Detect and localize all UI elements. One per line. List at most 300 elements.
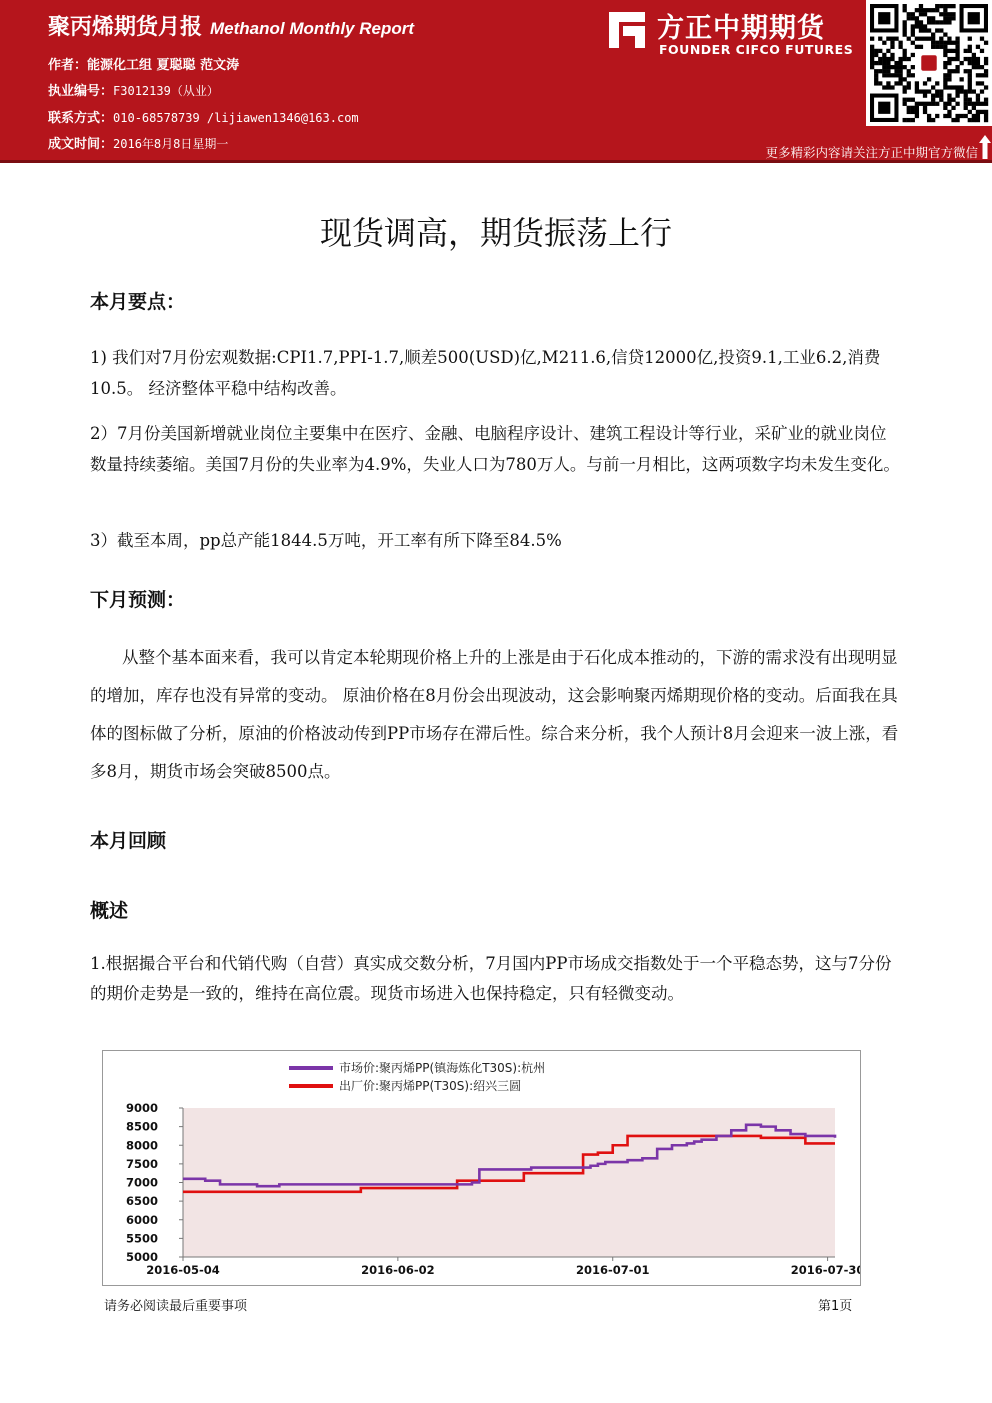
qr-module — [951, 106, 955, 110]
qr-module — [972, 65, 976, 69]
qr-module — [935, 28, 939, 32]
qr-module — [960, 114, 964, 118]
qr-module — [964, 94, 968, 98]
qr-module — [951, 4, 955, 8]
qr-module — [919, 20, 923, 24]
qr-module — [874, 73, 878, 77]
qr-module — [903, 24, 907, 28]
qr-module — [894, 37, 898, 41]
qr-module — [984, 118, 988, 122]
highlight-point-1: 1) 我们对7月份宏观数据:CPI1.7,PPI-1.7,顺差500(USD)亿,M211.6,信贷12000亿,投资9.1,工业6.2,消费10.5。 经济整体平稳中结构改善。 — [90, 348, 881, 398]
qr-module — [907, 73, 911, 77]
license-label: 执业编号： — [48, 84, 114, 99]
qr-module — [955, 114, 959, 118]
qr-module — [931, 85, 935, 89]
qr-module — [955, 37, 959, 41]
qr-module — [907, 57, 911, 61]
qr-module — [923, 12, 927, 16]
qr-module — [960, 85, 964, 89]
qr-module — [890, 41, 894, 45]
qr-module — [882, 57, 886, 61]
qr-module — [870, 53, 874, 57]
y-tick-label: 7500 — [125, 1156, 158, 1171]
author-label: 作者： — [48, 58, 88, 73]
price-chart — [102, 1050, 861, 1286]
footer-page-number: 第1页 — [818, 1299, 853, 1314]
qr-module — [911, 28, 915, 32]
qr-module — [911, 16, 915, 20]
qr-module — [907, 85, 911, 89]
y-tick-label: 7000 — [125, 1175, 158, 1190]
qr-module — [927, 102, 931, 106]
qr-module — [911, 118, 915, 122]
y-tick-label: 8000 — [125, 1138, 158, 1153]
qr-module — [915, 45, 919, 49]
qr-module — [903, 32, 907, 36]
overview-heading: 概述 — [90, 900, 129, 922]
qr-module — [964, 89, 968, 93]
qr-module — [915, 37, 919, 41]
qr-module — [943, 4, 947, 8]
qr-module — [911, 32, 915, 36]
qr-module — [972, 57, 976, 61]
qr-module — [951, 41, 955, 45]
footer-disclaimer: 请务必阅读最后重要事项 — [104, 1299, 248, 1314]
qr-module — [968, 118, 972, 122]
qr-module — [915, 106, 919, 110]
qr-module — [935, 114, 939, 118]
qr-module — [960, 61, 964, 65]
qr-module — [911, 73, 915, 77]
qr-module — [968, 77, 972, 81]
qr-module — [984, 85, 988, 89]
qr-module — [911, 106, 915, 110]
qr-module — [951, 118, 955, 122]
qr-module — [915, 110, 919, 114]
qr-module — [882, 85, 886, 89]
qr-module — [955, 69, 959, 73]
qr-module — [903, 28, 907, 32]
qr-module — [972, 114, 976, 118]
qr-module — [976, 65, 980, 69]
qr-module — [955, 65, 959, 69]
qr-module — [870, 65, 874, 69]
qr-module — [955, 49, 959, 53]
qr-module — [964, 114, 968, 118]
qr-module — [886, 73, 890, 77]
qr-module — [976, 118, 980, 122]
qr-module — [943, 16, 947, 20]
qr-module — [943, 85, 947, 89]
legend-label: 市场价:聚丙烯PP(镇海炼化T30S):杭州 — [339, 1061, 546, 1075]
x-tick-label: 2016-06-02 — [361, 1263, 435, 1277]
qr-module — [898, 41, 902, 45]
qr-module — [980, 81, 984, 85]
qr-module — [976, 81, 980, 85]
qr-module — [951, 12, 955, 16]
header-divider — [0, 160, 992, 163]
qr-module — [943, 73, 947, 77]
qr-module — [935, 45, 939, 49]
qr-module — [915, 20, 919, 24]
qr-module — [882, 41, 886, 45]
qr-module — [935, 41, 939, 45]
contact-label: 联系方式： — [48, 111, 114, 126]
highlight-point-2: 2）7月份美国新增就业岗位主要集中在医疗、金融、电脑程序设计、建筑工程设计等行业，采矿业的就业岗位数量持续萎缩。美国7月份的失业率为4.9%，失业人口为780万人。与前一月相比，这两项数字均未发生变化。 — [90, 424, 900, 474]
license-line — [48, 80, 219, 99]
qr-module — [931, 16, 935, 20]
qr-module — [898, 81, 902, 85]
qr-module — [882, 69, 886, 73]
qr-module — [903, 49, 907, 53]
qr-module — [870, 37, 874, 41]
review-heading: 本月回顾 — [90, 830, 167, 852]
qr-module — [935, 89, 939, 93]
document-title: 现货调高，期货振荡上行 — [319, 214, 672, 252]
qr-module — [919, 28, 923, 32]
qr-module — [898, 73, 902, 77]
qr-module — [907, 110, 911, 114]
qr-module — [919, 12, 923, 16]
qr-module — [870, 57, 874, 61]
qr-module — [915, 8, 919, 12]
qr-module — [907, 106, 911, 110]
qr-module — [870, 61, 874, 65]
follow-wechat-text: 更多精彩内容请关注方正中期官方微信 — [765, 145, 978, 160]
qr-module — [976, 110, 980, 114]
x-tick-label: 2016-07-30 — [790, 1263, 860, 1277]
qr-module — [898, 57, 902, 61]
qr-module — [955, 94, 959, 98]
y-tick-label: 6000 — [125, 1212, 158, 1227]
company-logo-mark-icon — [605, 8, 649, 52]
qr-module — [984, 114, 988, 118]
qr-module — [911, 12, 915, 16]
price-chart-svg — [103, 1051, 860, 1285]
qr-module — [984, 73, 988, 77]
qr-module — [919, 102, 923, 106]
qr-module — [894, 81, 898, 85]
qr-module — [882, 53, 886, 57]
qr-module — [939, 28, 943, 32]
qr-center-logo-icon — [921, 55, 936, 70]
qr-module — [878, 69, 882, 73]
qr-module — [923, 110, 927, 114]
qr-module — [980, 37, 984, 41]
qr-module — [898, 61, 902, 65]
qr-module — [980, 89, 984, 93]
qr-module — [968, 45, 972, 49]
qr-module — [886, 49, 890, 53]
qr-module — [903, 89, 907, 93]
wechat-qr-code[interactable] — [866, 0, 992, 126]
qr-module — [907, 81, 911, 85]
qr-module — [927, 8, 931, 12]
qr-module — [903, 77, 907, 81]
qr-module — [976, 102, 980, 106]
qr-module — [968, 37, 972, 41]
qr-module — [911, 24, 915, 28]
qr-module — [943, 114, 947, 118]
qr-module — [890, 53, 894, 57]
qr-module — [923, 37, 927, 41]
qr-module — [976, 45, 980, 49]
qr-module — [943, 106, 947, 110]
qr-module — [968, 110, 972, 114]
qr-module — [874, 49, 878, 53]
qr-module — [919, 8, 923, 12]
qr-module — [939, 89, 943, 93]
qr-module — [947, 73, 951, 77]
qr-module — [968, 69, 972, 73]
qr-module — [911, 53, 915, 57]
qr-module — [931, 37, 935, 41]
qr-module — [951, 98, 955, 102]
qr-module — [886, 81, 890, 85]
contact-line — [48, 107, 359, 126]
qr-module — [984, 57, 988, 61]
qr-module — [915, 81, 919, 85]
qr-module — [968, 57, 972, 61]
qr-module — [903, 65, 907, 69]
qr-module — [964, 98, 968, 102]
qr-module — [968, 73, 972, 77]
qr-module — [947, 4, 951, 8]
qr-module — [951, 69, 955, 73]
qr-module — [878, 49, 882, 53]
highlights-heading: 本月要点： — [90, 291, 186, 313]
qr-module — [915, 16, 919, 20]
qr-module — [972, 106, 976, 110]
qr-module — [903, 102, 907, 106]
qr-module — [931, 20, 935, 24]
qr-module — [870, 49, 874, 53]
qr-module — [915, 102, 919, 106]
qr-module — [960, 77, 964, 81]
qr-module — [935, 8, 939, 12]
qr-module — [972, 118, 976, 122]
qr-module — [923, 8, 927, 12]
qr-module — [943, 8, 947, 12]
qr-module — [968, 81, 972, 85]
qr-module — [947, 114, 951, 118]
qr-module — [951, 57, 955, 61]
y-tick-label: 5500 — [125, 1231, 158, 1246]
forecast-paragraph: 从整个基本面来看，我可以肯定本轮期现价格上升的上涨是由于石化成本推动的，下游的需求没有出现明显的增加，库存也没有异常的变动。 原油价格在8月份会出现波动，这会影响聚丙烯期现价格的变动。后面我在具体的图标做了分析，原油的价格波动传到PP市场存在滞后性。综合来分析，我个人预计8月会迎来一波上涨，看多8月，期货市场会突破8500点。 — [90, 648, 899, 781]
qr-module — [947, 20, 951, 24]
qr-module — [903, 4, 907, 8]
qr-module — [947, 85, 951, 89]
qr-module — [890, 37, 894, 41]
qr-module — [886, 65, 890, 69]
qr-module — [886, 37, 890, 41]
qr-module — [947, 12, 951, 16]
qr-module — [874, 53, 878, 57]
qr-module — [943, 102, 947, 106]
qr-module — [980, 110, 984, 114]
qr-module — [968, 98, 972, 102]
qr-module — [976, 73, 980, 77]
qr-module — [874, 61, 878, 65]
qr-module — [927, 37, 931, 41]
qr-module — [907, 118, 911, 122]
qr-module — [947, 98, 951, 102]
qr-module — [886, 57, 890, 61]
qr-module — [943, 81, 947, 85]
qr-module — [947, 77, 951, 81]
qr-module — [939, 98, 943, 102]
qr-finder-center — [878, 12, 890, 24]
qr-module — [878, 57, 882, 61]
qr-module — [915, 114, 919, 118]
qr-module — [919, 89, 923, 93]
qr-module — [939, 94, 943, 98]
qr-module — [919, 45, 923, 49]
qr-module — [878, 61, 882, 65]
qr-module — [907, 98, 911, 102]
qr-module — [943, 53, 947, 57]
qr-module — [878, 37, 882, 41]
x-tick-label: 2016-05-04 — [146, 1263, 220, 1277]
date-line — [48, 133, 228, 152]
report-header — [0, 0, 992, 160]
qr-module — [890, 85, 894, 89]
qr-module — [947, 94, 951, 98]
qr-module — [972, 89, 976, 93]
qr-module — [976, 94, 980, 98]
qr-module — [911, 41, 915, 45]
qr-module — [943, 12, 947, 16]
qr-module — [943, 65, 947, 69]
qr-module — [870, 45, 874, 49]
qr-module — [951, 85, 955, 89]
qr-module — [964, 102, 968, 106]
qr-module — [955, 45, 959, 49]
y-tick-label: 5000 — [125, 1250, 158, 1264]
y-tick-label: 6500 — [125, 1194, 158, 1209]
qr-module — [878, 81, 882, 85]
qr-module — [984, 110, 988, 114]
qr-module — [947, 37, 951, 41]
qr-module — [943, 20, 947, 24]
qr-module — [927, 20, 931, 24]
qr-module — [919, 24, 923, 28]
qr-module — [964, 49, 968, 53]
qr-module — [911, 65, 915, 69]
qr-module — [943, 32, 947, 36]
qr-module — [947, 57, 951, 61]
qr-module — [919, 4, 923, 8]
qr-module — [943, 49, 947, 53]
license-value: F3012139（从业） — [113, 84, 219, 98]
legend-label: 出厂价:聚丙烯PP(T30S):绍兴三圆 — [339, 1079, 522, 1093]
qr-module — [903, 8, 907, 12]
qr-module — [931, 45, 935, 49]
qr-module — [939, 45, 943, 49]
qr-module — [943, 61, 947, 65]
date-label: 成文时间： — [48, 137, 114, 152]
qr-module — [903, 98, 907, 102]
qr-module — [907, 37, 911, 41]
qr-module — [890, 73, 894, 77]
qr-module — [898, 69, 902, 73]
qr-module — [955, 85, 959, 89]
qr-module — [915, 24, 919, 28]
qr-module — [923, 106, 927, 110]
author-names: 能源化工组 夏聪聪 范文涛 — [87, 58, 240, 73]
report-title-en: Methanol Monthly Report — [210, 19, 414, 38]
qr-module — [947, 102, 951, 106]
qr-module — [943, 41, 947, 45]
qr-module — [923, 24, 927, 28]
qr-module — [947, 49, 951, 53]
qr-module — [903, 57, 907, 61]
qr-module — [907, 69, 911, 73]
qr-module — [976, 114, 980, 118]
qr-module — [984, 69, 988, 73]
qr-module — [919, 37, 923, 41]
qr-module — [955, 57, 959, 61]
forecast-heading: 下月预测： — [90, 589, 186, 611]
qr-module — [964, 106, 968, 110]
qr-module — [984, 61, 988, 65]
qr-module — [976, 61, 980, 65]
company-logo — [605, 6, 855, 60]
qr-module — [968, 85, 972, 89]
qr-module — [980, 65, 984, 69]
qr-module — [943, 45, 947, 49]
up-arrow-icon — [978, 134, 992, 160]
qr-module — [927, 114, 931, 118]
qr-module — [947, 61, 951, 65]
qr-module — [972, 53, 976, 57]
qr-module — [976, 57, 980, 61]
qr-module — [984, 102, 988, 106]
qr-module — [955, 102, 959, 106]
qr-module — [955, 89, 959, 93]
qr-module — [947, 110, 951, 114]
logo-text-en: FOUNDER CIFCO FUTURES — [659, 42, 854, 57]
qr-module — [931, 41, 935, 45]
qr-module — [927, 16, 931, 20]
qr-module — [923, 28, 927, 32]
qr-module — [898, 77, 902, 81]
qr-module — [931, 8, 935, 12]
qr-module — [874, 77, 878, 81]
qr-module — [886, 69, 890, 73]
qr-module — [939, 12, 943, 16]
qr-module — [980, 49, 984, 53]
qr-module — [927, 77, 931, 81]
qr-module — [964, 69, 968, 73]
y-tick-label: 8500 — [125, 1119, 158, 1134]
qr-module — [939, 41, 943, 45]
qr-module — [882, 61, 886, 65]
qr-module — [923, 102, 927, 106]
qr-module — [874, 81, 878, 85]
qr-module — [927, 89, 931, 93]
qr-module — [976, 98, 980, 102]
qr-module — [931, 102, 935, 106]
y-tick-label: 9000 — [125, 1101, 158, 1115]
x-tick-label: 2016-07-01 — [575, 1263, 650, 1277]
qr-module — [935, 94, 939, 98]
qr-module — [972, 61, 976, 65]
qr-module — [968, 89, 972, 93]
qr-finder-center — [878, 102, 890, 114]
qr-module — [951, 16, 955, 20]
qr-module — [886, 61, 890, 65]
